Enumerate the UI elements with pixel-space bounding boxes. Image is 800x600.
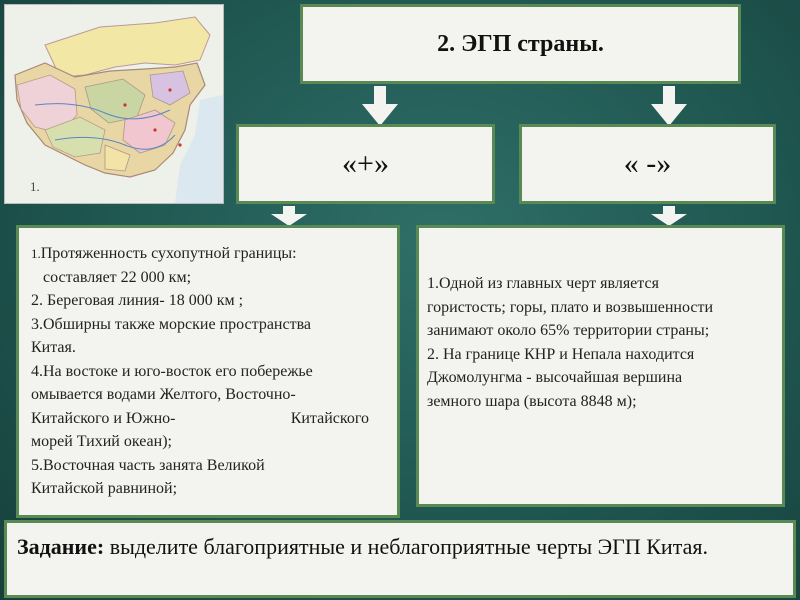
list-item: 3.Обширны также морские пространства xyxy=(31,315,312,333)
list-item: 4.На востоке и юго-восток его побережье xyxy=(31,362,313,380)
list-item: занимают около 65% территории страны; xyxy=(427,322,710,339)
task-label: Задание: xyxy=(17,534,105,559)
arrow-down-icon xyxy=(271,206,307,226)
task-box xyxy=(4,520,796,598)
minus-header-box xyxy=(519,124,776,204)
list-item: 2. На границе КНР и Непала находится xyxy=(427,345,695,363)
list-item: морей Тихий океан); xyxy=(31,433,172,450)
list-item: Китайской равниной; xyxy=(31,480,178,497)
list-item: 2. Береговая линия- 18 000 км ; xyxy=(31,292,244,309)
task-text: выделите благоприятные и неблагоприятные черты ЭГП Китая. xyxy=(104,534,708,559)
minus-header: « -» xyxy=(623,147,672,180)
arrow-down-icon xyxy=(651,206,687,226)
plus-header-box xyxy=(236,124,495,204)
map-of-china xyxy=(4,4,224,204)
disadvantages-list xyxy=(416,225,785,507)
list-item: составляет 22 000 км; xyxy=(43,268,192,286)
list-item: Китайского и Южно- Китайского xyxy=(31,409,369,427)
list-item: 1.Одной из главных черт является xyxy=(427,275,659,292)
list-item: омывается водами Желтого, Восточно- xyxy=(31,386,296,403)
plus-header: «+» xyxy=(342,147,389,180)
list-item: 1.Протяженность сухопутной границы: xyxy=(31,245,297,262)
arrow-down-icon xyxy=(651,86,687,126)
arrow-down-icon xyxy=(362,86,398,126)
slide-title: 2. ЭГП страны. xyxy=(437,30,604,57)
list-item: гористость; горы, плато и возвышенности xyxy=(427,298,714,316)
list-item: 5.Восточная часть занята Великой xyxy=(31,456,265,474)
title-box xyxy=(300,4,741,84)
list-item: Джомолунгма - высочайшая вершина xyxy=(427,369,683,386)
list-item: Китая. xyxy=(31,339,76,356)
list-item: земного шара (высота 8848 м); xyxy=(427,392,637,410)
advantages-list xyxy=(16,225,400,518)
map-number-label: 1. xyxy=(30,179,40,194)
map-illustration xyxy=(5,5,223,203)
